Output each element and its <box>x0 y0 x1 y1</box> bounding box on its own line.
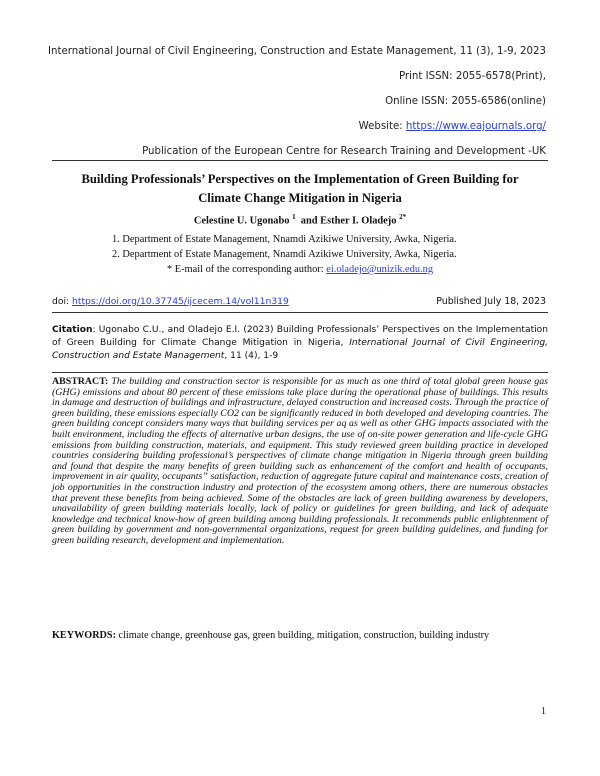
corresponding-email <box>52 264 548 275</box>
page-number: 1 <box>541 706 546 717</box>
publisher-line: Publication of the European Centre for Research Training and Development -UK <box>142 146 546 157</box>
title-line-1: Building Professionals’ Perspectives on the Implementation of Green Building for <box>81 172 519 186</box>
website-label: Website: <box>358 121 406 132</box>
email-link[interactable]: ei.oladejo@unizik.edu.ng <box>326 264 434 275</box>
abstract-block <box>52 377 548 547</box>
citation-divider <box>52 372 548 373</box>
header-divider <box>52 160 548 161</box>
author-line <box>52 213 548 226</box>
journal-header: International Journal of Civil Engineering, Construction and Estate Management, 11 (3), 1-9, 2023 <box>48 46 546 57</box>
author-2: Esther I. Oladejo <box>320 215 397 227</box>
keywords-text: climate change, greenhouse gas, green building, mitigation, construction, building industry <box>118 630 490 641</box>
citation-journal: International Journal of Civil Engineering, Construction and Estate Management <box>52 338 549 361</box>
abstract-text: The building and construction sector is responsible for as much as one third of total global green house gas (GHG) emissions and about 80 percent of these emissions take place during the operational phase of buildings. This results in damage and destruction of buildings and infrastructure, delayed construction and increased costs. Through the practice of green building, these emissions especially CO2 can be significantly reduced in both developed and developing countries. The green building concept considers many ways that building services per aq as well as other GHG impacts associated with the built environment, including the effects of alternative urban designs, the use of on-site power generation and life-cycle GHG emissions from building construction, materials, and equipment. This study reviewed green building practice in developed countries considering building professional’s perspectives of climate change mitigation in Nigeria through green building and found that despite the many benefits of green building such as enhancement of the comfort and health of occupants, improvement in air quality, occupants” satisfaction, reduction of aggregate future capital and maintenance costs, creation of job opportunities in the construction industry and protection of the ecosystem among others, there are numerous obstacles that prevent these benefits from being achieved. Some of the obstacles are lack of green building awareness by developers, unavailability of green building materials locally, lack of policy or guidelines for green building, and lack of adequate knowledge and technical know-how of green building among building professionals. It recommends public enlightenment of green building by government and non-governmental organizations, request for green building guidelines, and funding for green building research, development and implementation. <box>52 376 548 546</box>
affiliation-1: 1. Department of Estate Management, Nnamdi Azikiwe University, Awka, Nigeria. <box>112 234 457 245</box>
online-issn: Online ISSN: 2055-6586(online) <box>385 96 546 107</box>
doi-label: doi: <box>52 296 70 307</box>
email-label: * E-mail of the corresponding author: <box>166 264 324 275</box>
abstract-label: ABSTRACT: <box>52 376 109 387</box>
citation-label: Citation <box>52 325 93 335</box>
title-line-2: Climate Change Mitigation in Nigeria <box>198 191 402 205</box>
keywords-label: KEYWORDS: <box>52 630 116 641</box>
author-and: and <box>300 215 318 227</box>
doi-line <box>52 296 289 307</box>
website-line <box>359 121 546 132</box>
doi-divider <box>52 312 548 313</box>
citation-text: : Ugonabo C.U., and Oladejo E.I. (2023) Building Professionals’ Perspectives on the Implementation of Green Building for Climate Change Mitigation in Nigeria, <box>52 325 548 348</box>
author-2-sup: 2* <box>399 213 407 221</box>
print-issn: Print ISSN: 2055-6578(Print), <box>398 71 546 82</box>
doi-link[interactable]: https://doi.org/10.37745/ijcecem.14/vol11n319 <box>72 296 289 307</box>
citation-tail: , 11 (4), 1-9 <box>224 351 279 361</box>
keywords-block <box>52 630 548 642</box>
website-link[interactable]: https://www.eajournals.org/ <box>405 121 546 132</box>
author-1-sup: 1 <box>292 213 296 221</box>
affiliation-2: 2. Department of Estate Management, Nnamdi Azikiwe University, Awka, Nigeria. <box>112 249 457 260</box>
citation-block <box>52 324 548 363</box>
article-title <box>52 170 548 208</box>
published-date: Published July 18, 2023 <box>436 296 546 307</box>
author-1: Celestine U. Ugonabo <box>193 215 290 227</box>
